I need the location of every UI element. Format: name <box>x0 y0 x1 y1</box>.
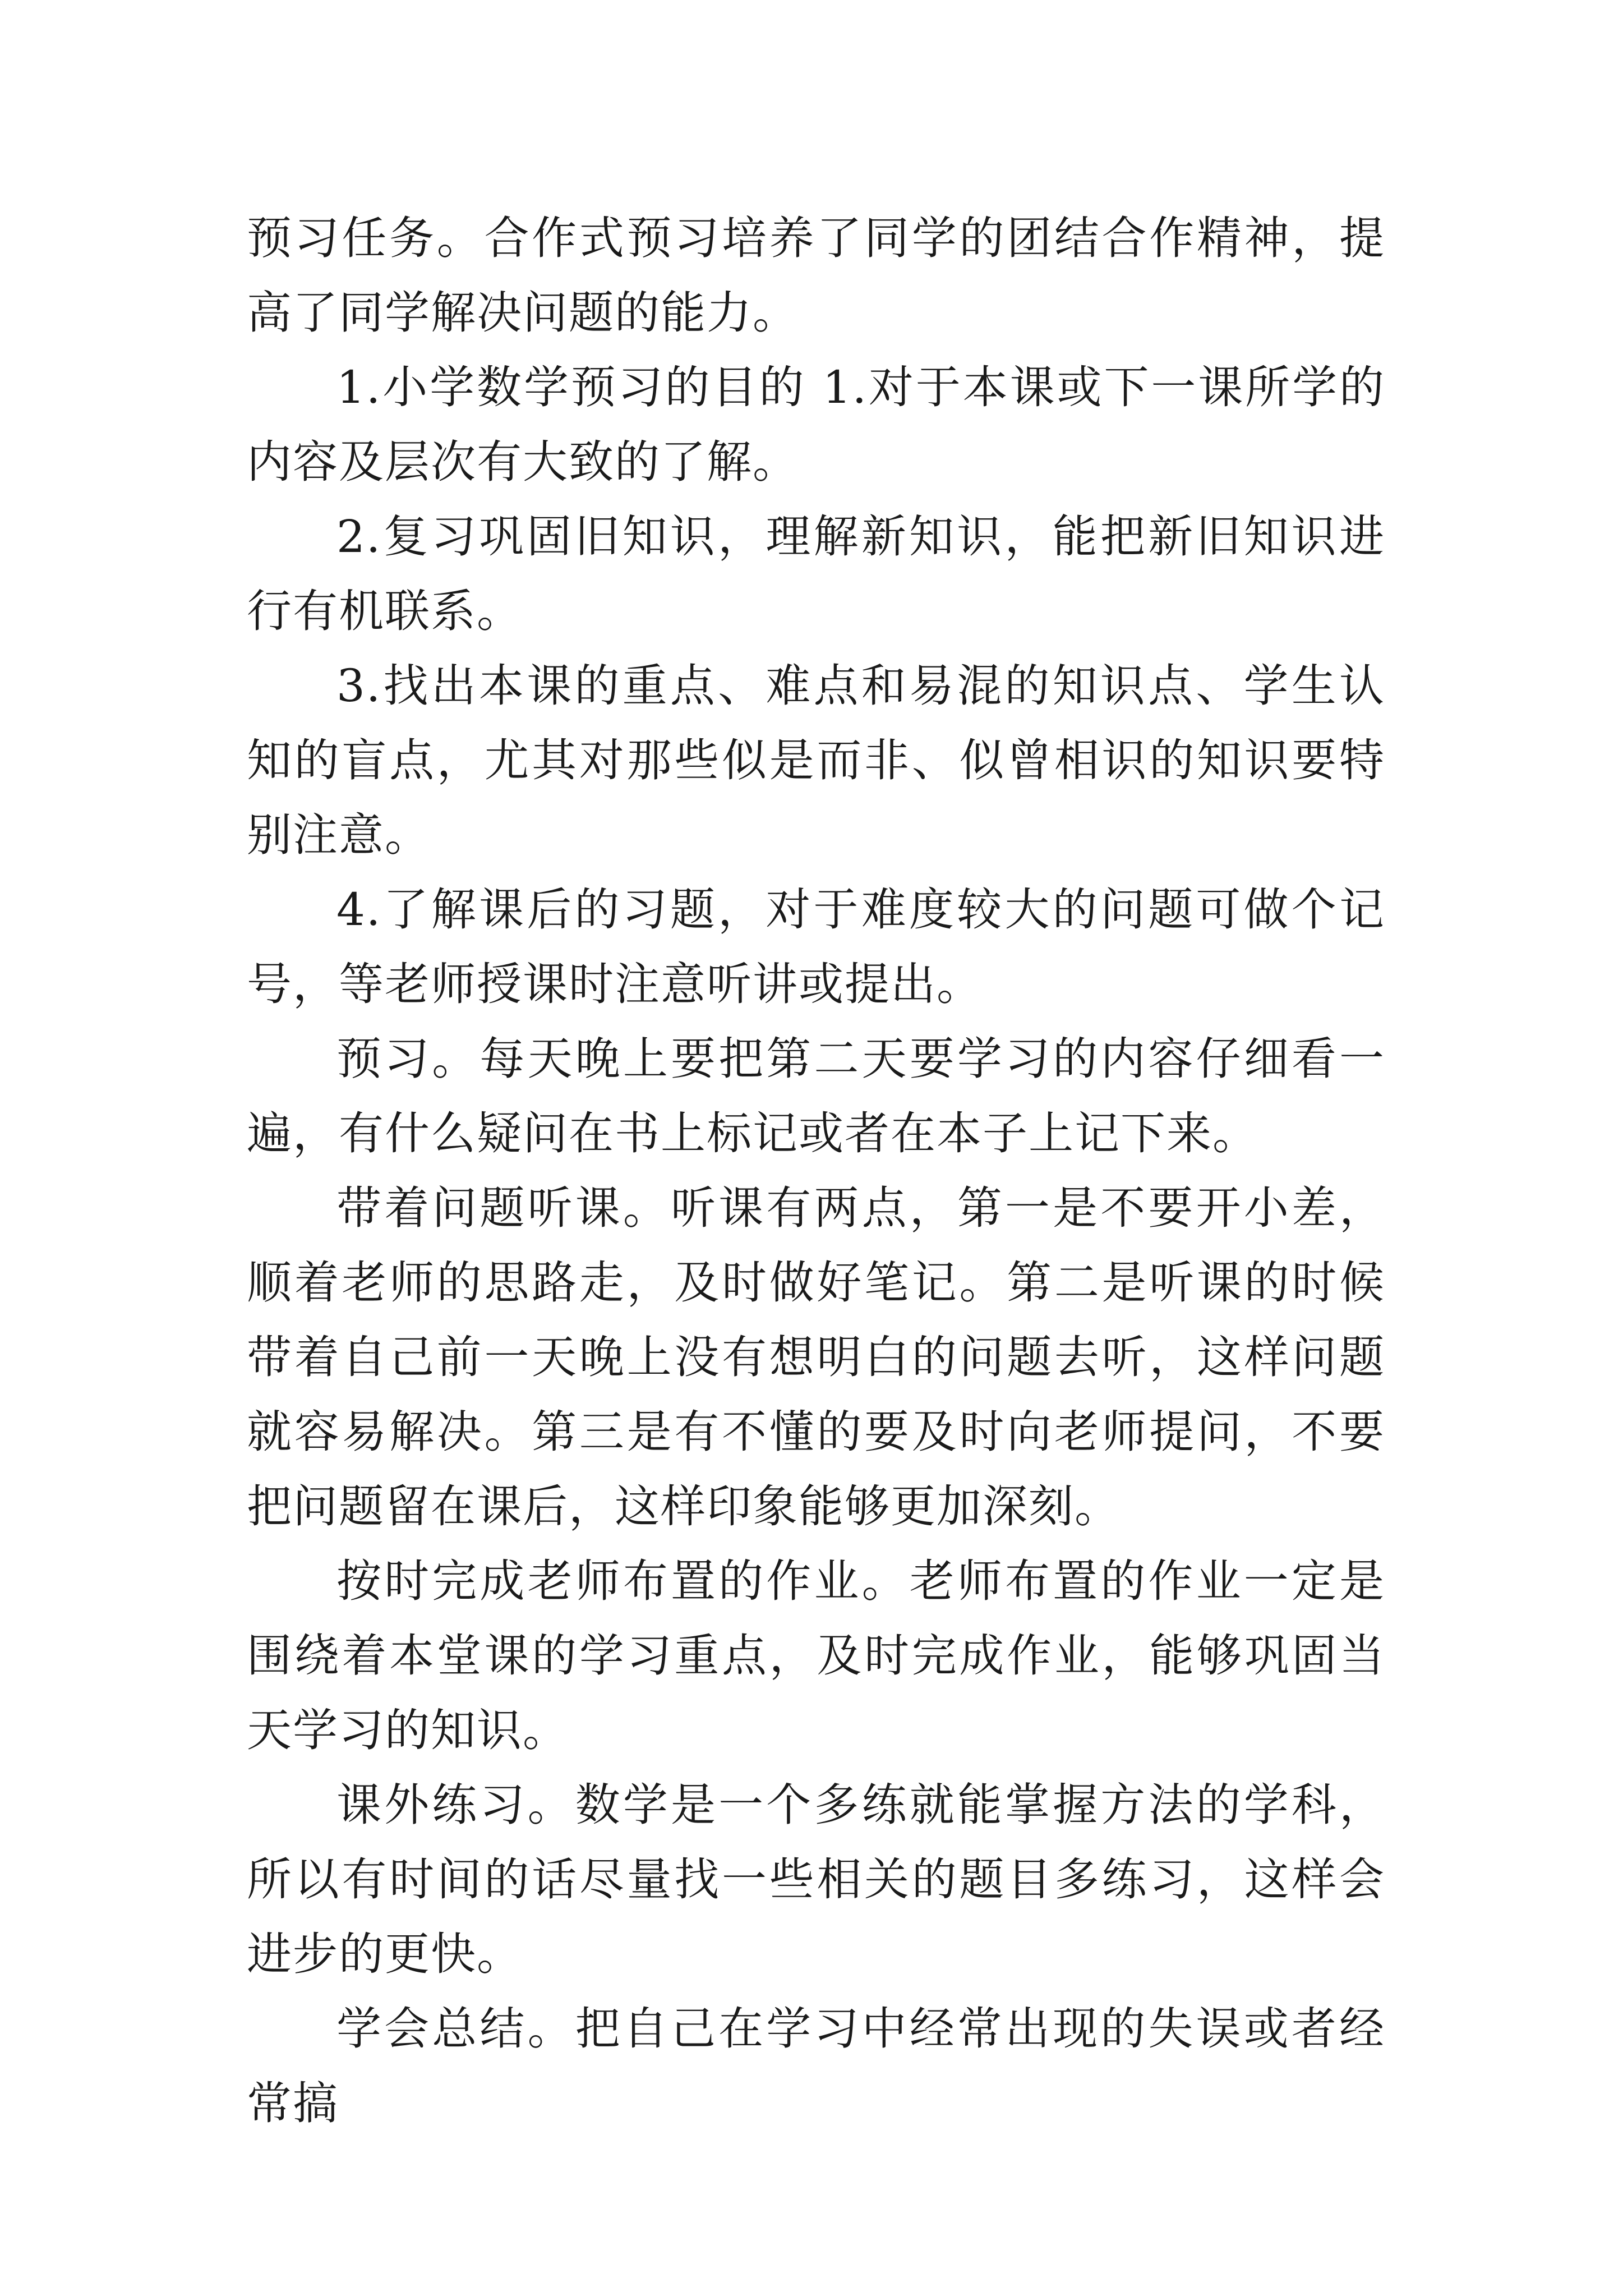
paragraph-preview-goal-4: 4.了解课后的习题，对于难度较大的问题可做个记号，等老师授课时注意听讲或提出。 <box>247 884 1385 1010</box>
paragraph-extra-practice: 课外练习。数学是一个多练就能掌握方法的学科，所以有时间的话尽量找一些相关的题目多练习，这样会进步的更快。 <box>247 1779 1385 1980</box>
paragraph-preview-goal-1: 1.小学数学预习的目的 1.对于本课或下一课所学的内容及层次有大致的了解。 <box>247 361 1385 488</box>
document-body <box>247 201 1385 2141</box>
paragraph-summarize: 学会总结。把自己在学习中经常出现的失误或者经常搞 <box>247 2003 1385 2129</box>
paragraph-homework: 按时完成老师布置的作业。老师布置的作业一定是围绕着本堂课的学习重点，及时完成作业，能够巩固当天学习的知识。 <box>247 1555 1385 1756</box>
paragraph-preview-goal-2: 2.复习巩固旧知识，理解新知识，能把新旧知识进行有机联系。 <box>247 510 1385 637</box>
paragraph-listen-with-questions: 带着问题听课。听课有两点，第一是不要开小差，顺着老师的思路走，及时做好笔记。第二是听课的时候带着自己前一天晚上没有想明白的问题去听，这样问题就容易解决。第三是有不懂的要及时向老师提问，不要把问题留在课后，这样印象能够更加深刻。 <box>247 1182 1385 1533</box>
paragraph-preview-goal-3: 3.找出本课的重点、难点和易混的知识点、学生认知的盲点，尤其对那些似是而非、似曾相识的知识要特别注意。 <box>247 660 1385 861</box>
paragraph-continuation: 预习任务。合作式预习培养了同学的团结合作精神，提高了同学解决问题的能力。 <box>247 212 1385 339</box>
paragraph-preview: 预习。每天晚上要把第二天要学习的内容仔细看一遍，有什么疑问在书上标记或者在本子上记下来。 <box>247 1033 1385 1159</box>
